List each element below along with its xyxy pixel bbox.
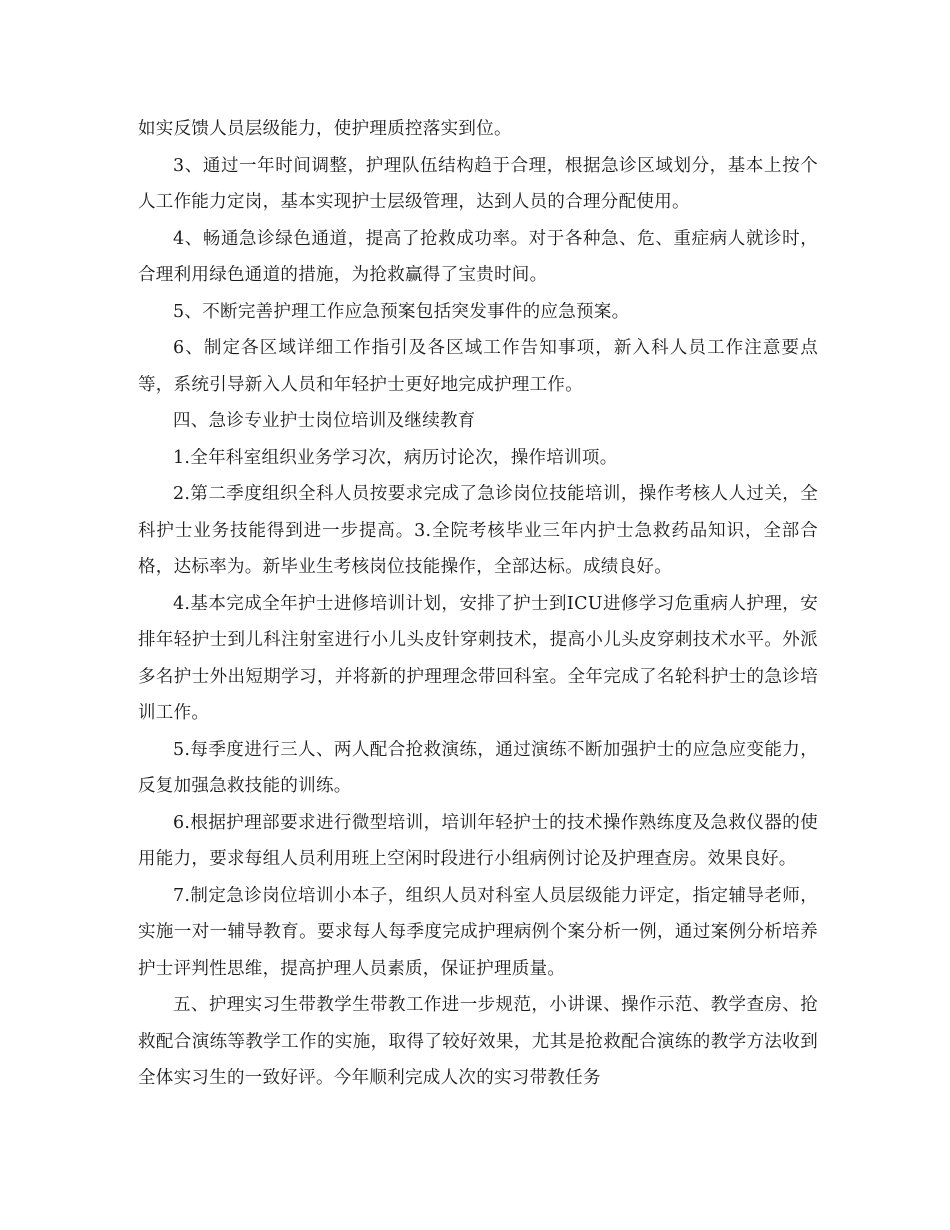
paragraph: 7.制定急诊岗位培训小本子，组织人员对科室人员层级能力评定，指定辅导老师，实施一对一辅导教育。要求每人每季度完成护理病例个案分析一例，通过案例分析培养护士评判性思维，提高护理人员素质，保证护理质量。	[138, 885, 818, 979]
paragraph: 2.第二季度组织全科人员按要求完成了急诊岗位技能培训，操作考核人人过关，全科护士业务技能得到进一步提高。3.全院考核毕业三年内护士急救药品知识，全部合格，达标率为。新毕业生考核岗位技能操作，全部达标。成绩良好。	[138, 484, 818, 577]
paragraph: 6、制定各区域详细工作指引及各区域工作告知事项，新入科人员工作注意要点等，系统引导新入人员和年轻护士更好地完成护理工作。	[138, 338, 818, 395]
paragraph: 如实反馈人员层级能力，使护理质控落实到位。	[138, 119, 512, 139]
paragraph: 5、不断完善护理工作应急预案包括突发事件的应急预案。	[173, 301, 630, 322]
section-paragraph: 五、护理实习生带教学生带教工作进一步规范，小讲课、操作示范、教学查房、抢救配合演练等教学工作的实施，取得了较好效果，尤其是抢救配合演练的教学方法收到全体实习生的一致好评。今年顺利完成人次的实习带教任务	[138, 995, 818, 1088]
paragraph: 4.基本完成全年护士进修培训计划，安排了护士到ICU进修学习危重病人护理，安排年轻护士到儿科注射室进行小儿头皮针穿刺技术，提高小儿头皮穿刺技术水平。外派多名护士外出短期学习，并将新的护理理念带回科室。全年完成了名轮科护士的急诊培训工作。	[138, 593, 818, 723]
paragraph: 5.每季度进行三人、两人配合抢救演练，通过演练不断加强护士的应急应变能力，反复加强急救技能的训练。	[138, 739, 818, 796]
paragraph: 6.根据护理部要求进行微型培训，培训年轻护士的技术操作熟练度及急救仪器的使用能力，要求每组人员利用班上空闲时段进行小组病例讨论及护理查房。效果良好。	[138, 812, 818, 869]
paragraph: 1.全年科室组织业务学习次，病历讨论次，操作培训项。	[173, 447, 618, 468]
paragraph: 3、通过一年时间调整，护理队伍结构趋于合理，根据急诊区域划分，基本上按个人工作能力定岗，基本实现护士层级管理，达到人员的合理分配使用。	[138, 155, 818, 212]
section-heading: 四、急诊专业护士岗位培训及继续教育	[173, 411, 476, 431]
paragraph: 4、畅通急诊绿色通道，提高了抢救成功率。对于各种急、危、重症病人就诊时，合理利用绿色通道的措施，为抢救赢得了宝贵时间。	[138, 228, 818, 285]
document-body	[138, 111, 818, 1097]
